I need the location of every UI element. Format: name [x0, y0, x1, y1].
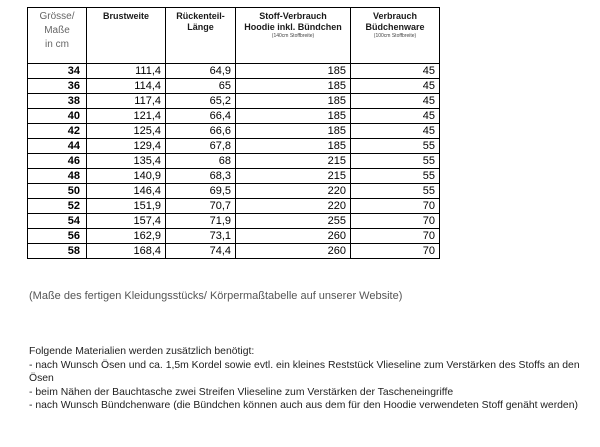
size-cell: 48: [28, 169, 87, 184]
materials-section: [29, 345, 594, 413]
cuff-usage-cell: 70: [351, 199, 440, 214]
chest-width-cell: 162,9: [87, 229, 166, 244]
chest-width-cell: 111,4: [87, 64, 166, 79]
header-size: [28, 8, 87, 64]
chest-width-cell: 140,9: [87, 169, 166, 184]
size-cell: 54: [28, 214, 87, 229]
materials-item: - beim Nähen der Bauchtasche zwei Streifen Vlieseline zum Verstärken der Tascheneingriffe: [29, 386, 454, 398]
cuff-usage-cell: 70: [351, 229, 440, 244]
table-row: [28, 79, 440, 94]
table-row: [28, 214, 440, 229]
size-cell: 58: [28, 244, 87, 259]
header-note: (140cm Stoffbreite): [271, 33, 315, 39]
fabric-usage-cell: 185: [236, 64, 351, 79]
cuff-usage-cell: 45: [351, 94, 440, 109]
fabric-usage-cell: 185: [236, 139, 351, 154]
table-row: [28, 124, 440, 139]
fabric-usage-cell: 185: [236, 79, 351, 94]
chest-width-cell: 151,9: [87, 199, 166, 214]
back-length-cell: 74,4: [166, 244, 236, 259]
cuff-usage-cell: 55: [351, 154, 440, 169]
back-length-cell: 73,1: [166, 229, 236, 244]
size-cell: 38: [28, 94, 87, 109]
size-cell: 46: [28, 154, 87, 169]
fabric-usage-cell: 185: [236, 94, 351, 109]
header-line: in cm: [45, 39, 69, 50]
fabric-usage-cell: 215: [236, 169, 351, 184]
table-row: [28, 94, 440, 109]
chest-width-cell: 121,4: [87, 109, 166, 124]
table-row: [28, 139, 440, 154]
header-line: Rückenteil-: [176, 11, 225, 21]
header-line: Büdchenware: [365, 22, 425, 32]
table-row: [28, 169, 440, 184]
materials-heading: Folgende Materialien werden zusätzlich benötigt:: [29, 346, 255, 357]
cuff-usage-cell: 70: [351, 214, 440, 229]
back-length-cell: 68: [166, 154, 236, 169]
chest-width-cell: 157,4: [87, 214, 166, 229]
header-line: Länge: [187, 22, 214, 32]
size-cell: 52: [28, 199, 87, 214]
chest-width-cell: 135,4: [87, 154, 166, 169]
chest-width-cell: 129,4: [87, 139, 166, 154]
fabric-usage-cell: 215: [236, 154, 351, 169]
back-length-cell: 67,8: [166, 139, 236, 154]
back-length-cell: 64,9: [166, 64, 236, 79]
fabric-usage-cell: 185: [236, 124, 351, 139]
table-row: [28, 229, 440, 244]
header-line: Maße: [44, 25, 70, 36]
header-row: [28, 8, 440, 64]
fabric-usage-cell: 255: [236, 214, 351, 229]
header-back-length: [166, 8, 236, 64]
header-line: Stoff-Verbrauch: [259, 11, 327, 21]
table-row: [28, 244, 440, 259]
chest-width-cell: 168,4: [87, 244, 166, 259]
size-cell: 42: [28, 124, 87, 139]
header-note: (100cm Stoffbreite): [373, 33, 417, 39]
cuff-usage-cell: 70: [351, 244, 440, 259]
table-caption: (Maße des fertigen Kleidungsstücks/ Körpermaßtabelle auf unserer Website): [29, 290, 403, 302]
cuff-usage-cell: 55: [351, 169, 440, 184]
fabric-usage-cell: 185: [236, 109, 351, 124]
header-line: Grösse/: [39, 11, 75, 22]
header-line: Brustweite: [102, 11, 149, 21]
header-fabric-usage: [236, 8, 351, 64]
size-cell: 40: [28, 109, 87, 124]
table-body: [28, 64, 440, 259]
back-length-cell: 65: [166, 79, 236, 94]
back-length-cell: 66,6: [166, 124, 236, 139]
header-chest-width: [87, 8, 166, 64]
back-length-cell: 70,7: [166, 199, 236, 214]
cuff-usage-cell: 55: [351, 184, 440, 199]
fabric-usage-cell: 260: [236, 244, 351, 259]
fabric-usage-cell: 220: [236, 199, 351, 214]
header-cuff-usage: [351, 8, 440, 64]
table-row: [28, 109, 440, 124]
back-length-cell: 68,3: [166, 169, 236, 184]
chest-width-cell: 146,4: [87, 184, 166, 199]
chest-width-cell: 117,4: [87, 94, 166, 109]
cuff-usage-cell: 45: [351, 124, 440, 139]
header-line: Verbrauch: [372, 11, 418, 21]
chest-width-cell: 125,4: [87, 124, 166, 139]
cuff-usage-cell: 45: [351, 64, 440, 79]
table-row: [28, 199, 440, 214]
size-cell: 44: [28, 139, 87, 154]
header-line: Hoodie inkl. Bündchen: [244, 22, 342, 32]
fabric-usage-cell: 220: [236, 184, 351, 199]
materials-item: - nach Wunsch Ösen und ca. 1,5m Kordel sowie evtl. ein kleines Reststück Vlieseline zum Verstärken des Stoffs an den Ösen: [29, 359, 580, 385]
size-table: [27, 7, 440, 259]
cuff-usage-cell: 45: [351, 109, 440, 124]
size-cell: 56: [28, 229, 87, 244]
size-cell: 50: [28, 184, 87, 199]
table-row: [28, 154, 440, 169]
back-length-cell: 66,4: [166, 109, 236, 124]
chest-width-cell: 114,4: [87, 79, 166, 94]
cuff-usage-cell: 45: [351, 79, 440, 94]
materials-item: - nach Wunsch Bündchenware (die Bündchen können auch aus dem für den Hoodie verwendeten Stoff genäht werden): [29, 400, 578, 412]
size-cell: 36: [28, 79, 87, 94]
table-row: [28, 64, 440, 79]
back-length-cell: 69,5: [166, 184, 236, 199]
fabric-usage-cell: 260: [236, 229, 351, 244]
back-length-cell: 65,2: [166, 94, 236, 109]
back-length-cell: 71,9: [166, 214, 236, 229]
cuff-usage-cell: 55: [351, 139, 440, 154]
size-cell: 34: [28, 64, 87, 79]
table-row: [28, 184, 440, 199]
